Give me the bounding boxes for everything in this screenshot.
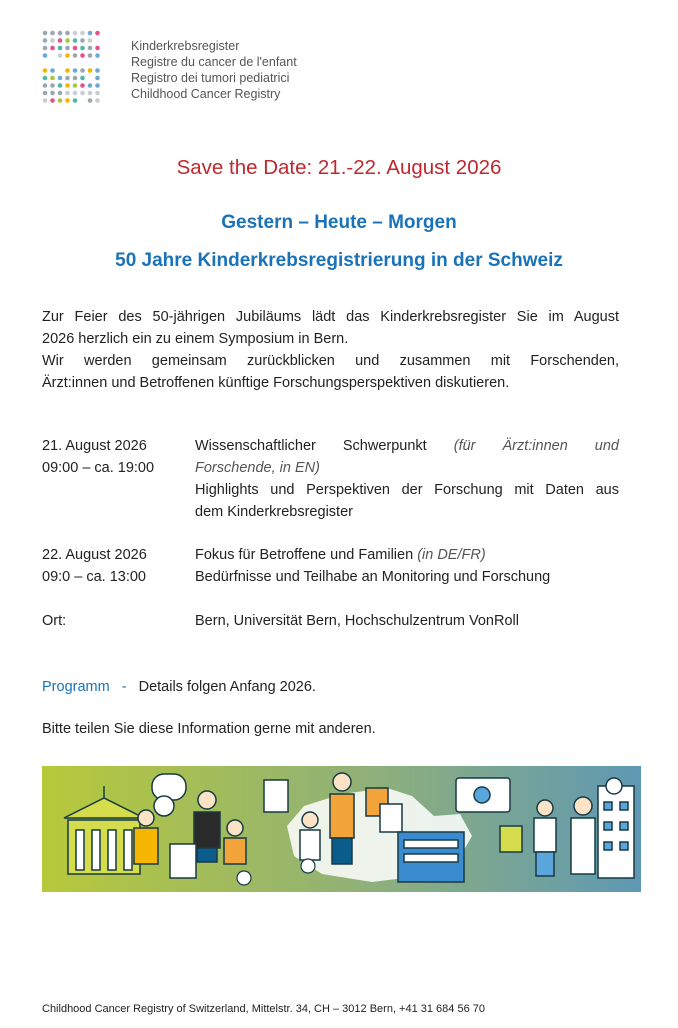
program-line bbox=[42, 677, 316, 699]
logo-dot bbox=[50, 46, 55, 51]
registry-name-it: Registro dei tumori pediatrici bbox=[131, 71, 290, 85]
logo-dot bbox=[73, 76, 78, 81]
day1-audience-cont: Forschende, in EN) bbox=[195, 460, 320, 476]
location-label: Ort: bbox=[42, 613, 67, 629]
logo-dot bbox=[73, 31, 78, 36]
logo-dot bbox=[73, 53, 78, 58]
illustration-banner-icon bbox=[42, 766, 641, 892]
day2-description: Bedürfnisse und Teilhabe an Monitoring und Forschung bbox=[195, 569, 551, 585]
logo-dot bbox=[50, 83, 55, 88]
logo-dot bbox=[58, 98, 63, 103]
save-the-date-heading: Save the Date: 21.-22. August 2026 bbox=[176, 156, 502, 179]
footer-address: Childhood Cancer Registry of Switzerland, Mittelstr. 34, CH – 3012 Bern, +41 31 684 56 70 bbox=[42, 1003, 485, 1015]
logo-dot bbox=[50, 38, 55, 43]
program-text: Details folgen Anfang 2026. bbox=[138, 679, 316, 695]
logo-dot bbox=[95, 31, 100, 36]
logo-dot bbox=[73, 38, 78, 43]
logo-dot bbox=[80, 91, 85, 96]
event-title-line1: Gestern – Heute – Morgen bbox=[221, 212, 457, 233]
location-value: Bern, Universität Bern, Hochschulzentrum VonRoll bbox=[195, 613, 519, 629]
day2-heading: Fokus für Betroffene und Familien bbox=[195, 547, 414, 563]
logo-dot bbox=[88, 98, 93, 103]
logo-dot bbox=[88, 38, 93, 43]
logo-dot bbox=[50, 68, 55, 73]
registry-name-en: Childhood Cancer Registry bbox=[131, 87, 281, 101]
intro-line: Wir werden gemeinsam zurückblicken und zusammen mit Forschenden, bbox=[42, 353, 619, 369]
day1-audience: (für Ärzt:innen und bbox=[453, 438, 619, 454]
logo-dot bbox=[58, 53, 63, 58]
logo-dot bbox=[58, 31, 63, 36]
day1-description: Highlights und Perspektiven der Forschung mit Daten aus bbox=[195, 482, 619, 498]
day2-audience: (in DE/FR) bbox=[417, 547, 486, 563]
logo-dot bbox=[80, 76, 85, 81]
intro-line: Zur Feier des 50-jährigen Jubiläums lädt das Kinderkrebsregister Sie im August bbox=[42, 309, 619, 325]
day1-time: 09:00 – ca. 19:00 bbox=[42, 460, 155, 476]
logo-dot bbox=[65, 53, 70, 58]
logo-dot bbox=[43, 46, 48, 51]
intro-line: Ärzt:innen und Betroffenen künftige Forschungsperspektiven diskutieren. bbox=[42, 375, 510, 391]
logo-dot bbox=[95, 83, 100, 88]
logo-dot bbox=[43, 31, 48, 36]
program-label: Programm bbox=[42, 679, 110, 695]
logo-dot bbox=[65, 68, 70, 73]
logo-dot bbox=[43, 38, 48, 43]
logo-dot bbox=[50, 98, 55, 103]
logo-dot bbox=[73, 83, 78, 88]
day2-heading-line bbox=[195, 545, 619, 567]
logo-dot bbox=[88, 31, 93, 36]
logo-dot bbox=[43, 68, 48, 73]
logo-dot bbox=[65, 38, 70, 43]
logo-dot bbox=[95, 98, 100, 103]
registry-name-fr: Registre du cancer de l'enfant bbox=[131, 55, 297, 69]
logo-dot bbox=[65, 98, 70, 103]
day1-heading: Wissenschaftlicher Schwerpunkt bbox=[195, 438, 427, 454]
logo-dot bbox=[43, 98, 48, 103]
logo-dot bbox=[95, 68, 100, 73]
registry-name-de: Kinderkrebsregister bbox=[131, 39, 240, 53]
logo-dot bbox=[43, 91, 48, 96]
event-title-line2: 50 Jahre Kinderkrebsregistrierung in der Schweiz bbox=[115, 250, 563, 271]
logo-dot bbox=[73, 98, 78, 103]
day1-description-cont: dem Kinderkrebsregister bbox=[195, 504, 353, 520]
day1-heading-line bbox=[195, 436, 619, 458]
logo-dot bbox=[80, 31, 85, 36]
logo-dot bbox=[43, 53, 48, 58]
logo-dot bbox=[50, 76, 55, 81]
logo-dot bbox=[80, 46, 85, 51]
logo-dot bbox=[65, 76, 70, 81]
logo-dot bbox=[80, 68, 85, 73]
logo-dot bbox=[88, 53, 93, 58]
day2-time: 09:0 – ca. 13:00 bbox=[42, 569, 146, 585]
logo-dot bbox=[95, 53, 100, 58]
logo-dot bbox=[50, 91, 55, 96]
logo-dot bbox=[80, 83, 85, 88]
day1-date: 21. August 2026 bbox=[42, 438, 147, 454]
logo-dot bbox=[58, 76, 63, 81]
share-text: Bitte teilen Sie diese Information gerne mit anderen. bbox=[42, 721, 376, 737]
logo-dot bbox=[50, 31, 55, 36]
logo-dot bbox=[88, 68, 93, 73]
logo-dot bbox=[43, 76, 48, 81]
day2-date: 22. August 2026 bbox=[42, 547, 147, 563]
program-separator: - bbox=[121, 679, 127, 695]
logo-dot bbox=[88, 91, 93, 96]
logo-dot bbox=[73, 91, 78, 96]
logo-dot bbox=[65, 91, 70, 96]
logo-dot bbox=[65, 31, 70, 36]
logo-dot bbox=[43, 83, 48, 88]
logo-dot bbox=[80, 53, 85, 58]
logo-dot bbox=[58, 38, 63, 43]
logo-dot bbox=[58, 83, 63, 88]
registry-logo-icon bbox=[42, 30, 104, 106]
logo-dot bbox=[65, 46, 70, 51]
logo-dot bbox=[73, 46, 78, 51]
logo-dot bbox=[88, 83, 93, 88]
logo-dot bbox=[58, 46, 63, 51]
logo-dot bbox=[73, 68, 78, 73]
logo-dot bbox=[95, 76, 100, 81]
intro-line: 2026 herzlich ein zu einem Symposium in Bern. bbox=[42, 331, 349, 347]
logo-dot bbox=[95, 46, 100, 51]
logo-dot bbox=[65, 83, 70, 88]
logo-dot bbox=[58, 91, 63, 96]
logo-dot bbox=[88, 46, 93, 51]
logo-dot bbox=[95, 91, 100, 96]
logo-dot bbox=[80, 38, 85, 43]
